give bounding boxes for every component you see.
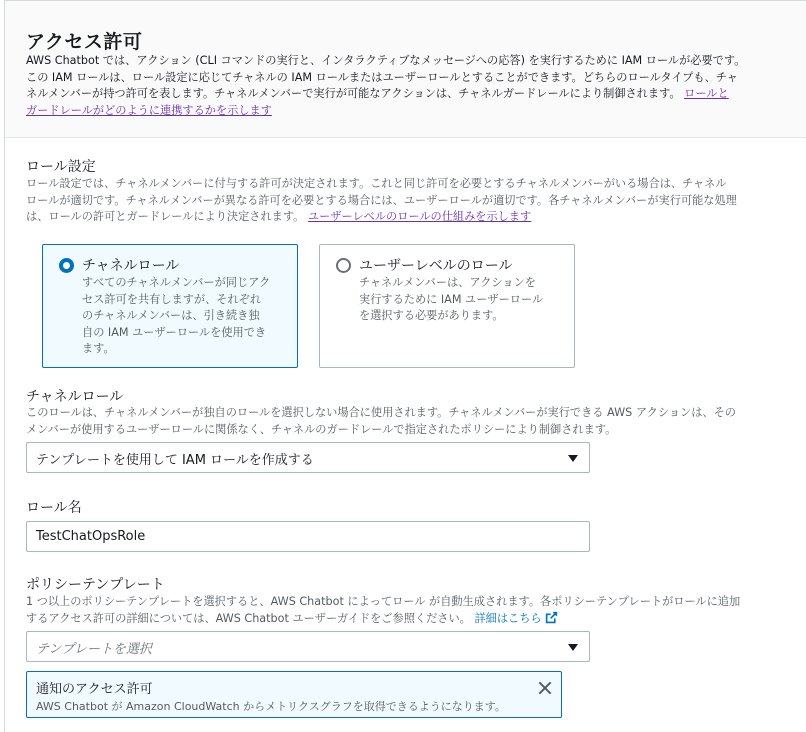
roles-guardrails-link-part1[interactable]: ロールと (684, 87, 729, 100)
role-name-title: ロール名 (26, 500, 82, 516)
selected-policy-token (26, 671, 562, 718)
selected-policy-token-title: 通知のアクセス許可 (36, 682, 153, 697)
channel-role-select-value: テンプレートを使用して IAM ロールを作成する (36, 453, 314, 468)
role-setting-description (26, 176, 788, 226)
user-level-role-tile-label: ユーザーレベルのロール (359, 258, 513, 274)
channel-role-radio[interactable] (59, 258, 74, 273)
permissions-description-line2: この IAM ロールは、ロール設定に応じてチャネルの IAM ロールまたはユーザーロールとすることができます。どちらのロールタイプも、チャ (26, 70, 738, 84)
channel-role-desc-line: のチャネルメンバーは、引き続き独 (82, 309, 260, 322)
caret-down-icon (568, 455, 578, 462)
user-level-role-link[interactable]: ユーザーレベルのロールの仕組みを示します (307, 210, 532, 223)
channel-role-description (26, 405, 788, 438)
role-setting-description-line3-wrap (26, 209, 788, 226)
details-link[interactable] (474, 612, 557, 625)
channel-role-desc-line: ます。 (82, 342, 115, 355)
user-level-role-tile[interactable] (319, 244, 575, 368)
permissions-description (26, 53, 786, 119)
page-title: アクセス許可 (26, 31, 143, 53)
role-setting-title: ロール設定 (26, 159, 96, 175)
user-level-role-desc-line: を選択する必要があります。 (359, 309, 504, 322)
caret-down-icon (568, 644, 578, 651)
role-setting-description-line3: は、ロールの許可とガードレールにより決定されます。 (26, 210, 305, 223)
channel-role-desc-line: セス許可を共有しますが、それぞれ (82, 292, 262, 306)
user-level-role-desc-line: 実行するために IAM ユーザーロール (359, 292, 544, 306)
user-level-role-radio[interactable] (336, 258, 351, 273)
selected-policy-token-description: AWS Chatbot が Amazon CloudWatch からメトリクスグラフを取得できるようになります。 (36, 700, 506, 713)
permissions-description-line4-wrap (26, 103, 786, 120)
role-name-input[interactable] (26, 521, 590, 552)
policy-templates-title: ポリシーテンプレート (26, 577, 165, 593)
roles-guardrails-link-part2[interactable]: ガードレールがどのように連携するかを示します (26, 103, 272, 117)
policy-templates-description-line2-wrap (26, 611, 788, 628)
external-link-icon (545, 611, 558, 624)
channel-role-desc-line: すべてのチャネルメンバーが同じアク (82, 276, 271, 289)
user-level-role-desc-line: チャネルメンバーは、アクションを (359, 276, 536, 289)
channel-role-description-line2: メンバーが使用するユーザーロールに関係なく、チャネルのガードレールで指定されたポリシーにより制御されます。 (26, 422, 617, 436)
permissions-description-line1: AWS Chatbot では、アクション (CLI コマンドの実行と、インタラクティブなメッセージへの応答) を実行するために IAM ロールが必要です。 (26, 54, 746, 67)
role-setting-description-line2: ロールが適切です。チャネルメンバーが異なる許可を必要とする場合には、ユーザーロールが適切です。各チャネルメンバーが実行可能な処理 (26, 193, 737, 207)
channel-role-select[interactable] (26, 442, 590, 473)
close-icon[interactable] (536, 679, 554, 697)
permissions-description-line3: ネルメンバーが持つ許可を表します。チャネルメンバーで実行が可能なアクションは、チャネルガードレールにより制御されます。 (26, 87, 681, 100)
channel-role-description-line1: このロールは、チャネルメンバーが独自のロールを選択しない場合に使用されます。チャネルメンバーが実行できる AWS アクションは、その (26, 406, 736, 419)
channel-role-tile-label: チャネルロール (82, 258, 180, 274)
permissions-panel (4, 0, 806, 732)
permissions-description-line3-wrap (26, 86, 786, 103)
policy-template-select-placeholder: テンプレートを選択 (36, 642, 152, 657)
channel-role-desc-line: 自の IAM ユーザーロールを使用でき (82, 325, 267, 339)
policy-templates-description (26, 594, 788, 627)
channel-role-tile-description (82, 275, 270, 358)
policy-template-select[interactable] (26, 631, 590, 662)
policy-templates-description-line2: するアクセス許可の詳細については、AWS Chatbot ユーザーガイドをご参照ください。 (26, 611, 471, 625)
details-link-label: 詳細はこちら (474, 611, 542, 625)
channel-role-title: チャネルロール (26, 389, 124, 405)
channel-role-tile[interactable] (42, 244, 298, 368)
role-setting-description-line1: ロール設定では、チャネルメンバーに付与する許可が決定されます。これと同じ許可を必要とするチャネルメンバーがいる場合は、チャネル (26, 177, 727, 190)
user-level-role-tile-description (359, 275, 543, 325)
policy-templates-description-line1: 1 つ以上のポリシーテンプレートを選択すると、AWS Chatbot によってロール が自動生成されます。各ポリシーテンプレートがロールに追加 (26, 595, 741, 608)
permissions-header (5, 1, 806, 138)
